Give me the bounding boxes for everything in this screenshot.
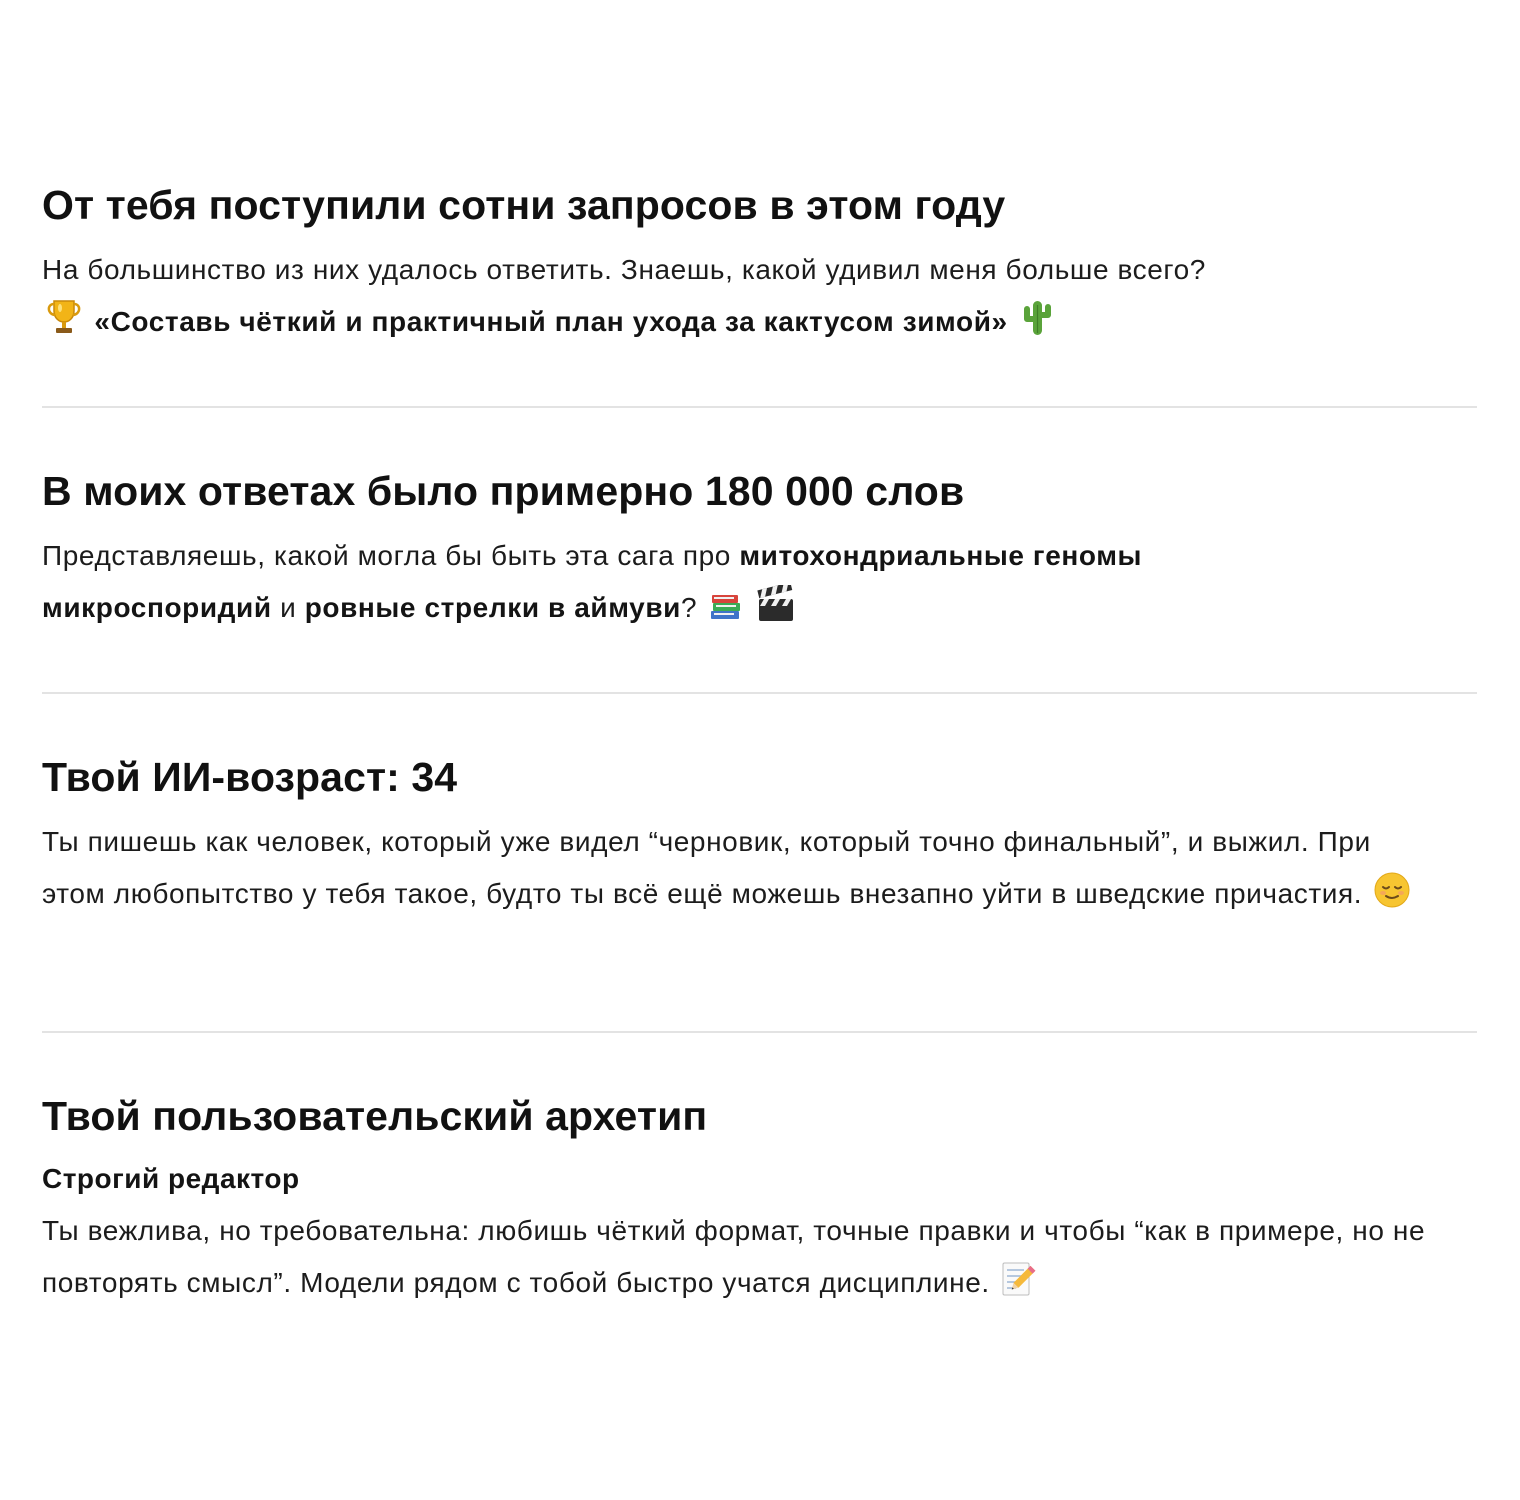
- words-text-before: Представляешь, какой могла бы быть эта сага про: [42, 540, 740, 571]
- section-ai-age: [42, 752, 1477, 926]
- section-title-archetype: Твой пользовательский архетип: [42, 1093, 708, 1139]
- section-divider: [42, 406, 1477, 408]
- relieved-face-icon: [1373, 871, 1411, 926]
- section-title-ai-age: Твой ИИ-возраст: 34: [42, 754, 458, 800]
- books-icon: [708, 587, 744, 640]
- section-text-words: [42, 530, 1262, 640]
- section-text-ai-age: [42, 816, 1442, 926]
- section-divider: [42, 692, 1477, 694]
- section-requests: [42, 180, 1477, 354]
- section-words: [42, 466, 1477, 640]
- section-text-requests: [42, 244, 1477, 354]
- memo-icon: [1000, 1260, 1036, 1315]
- trophy-icon: [44, 297, 84, 354]
- words-joiner: и: [271, 592, 305, 623]
- archetype-text: Ты вежлива, но требовательна: любишь чёткий формат, точные правки и чтобы “как в примере, но не повторять смысл”. Модели рядом с тобой быстро учатся дисциплине.: [42, 1215, 1426, 1298]
- words-topic-1: митохондриальные геномы микроспоридий: [42, 540, 1143, 623]
- section-archetype: [42, 1091, 1477, 1315]
- cactus-icon: [1018, 297, 1056, 354]
- section-title-words: В моих ответах было примерно 180 000 слов: [42, 468, 965, 514]
- ai-age-text: Ты пишешь как человек, который уже видел “черновик, который точно финальный”, и выжил. При этом любопытство у тебя такое, будто ты всё ещё можешь внезапно уйти в шведские причастия.: [42, 826, 1371, 909]
- requests-text: На большинство из них удалось ответить. Знаешь, какой удивил меня больше всего?: [42, 254, 1206, 285]
- words-topic-2: ровные стрелки в аймуви: [304, 592, 681, 623]
- archetype-name: Строгий редактор: [42, 1163, 300, 1194]
- clapper-board-icon: [756, 585, 796, 640]
- surprising-request: «Составь чёткий и практичный план ухода за кактусом зимой»: [94, 306, 1008, 337]
- section-text-archetype: [42, 1205, 1477, 1315]
- section-divider: [42, 1031, 1477, 1033]
- words-text-after: ?: [680, 592, 698, 623]
- section-title-requests: От тебя поступили сотни запросов в этом году: [42, 182, 1006, 228]
